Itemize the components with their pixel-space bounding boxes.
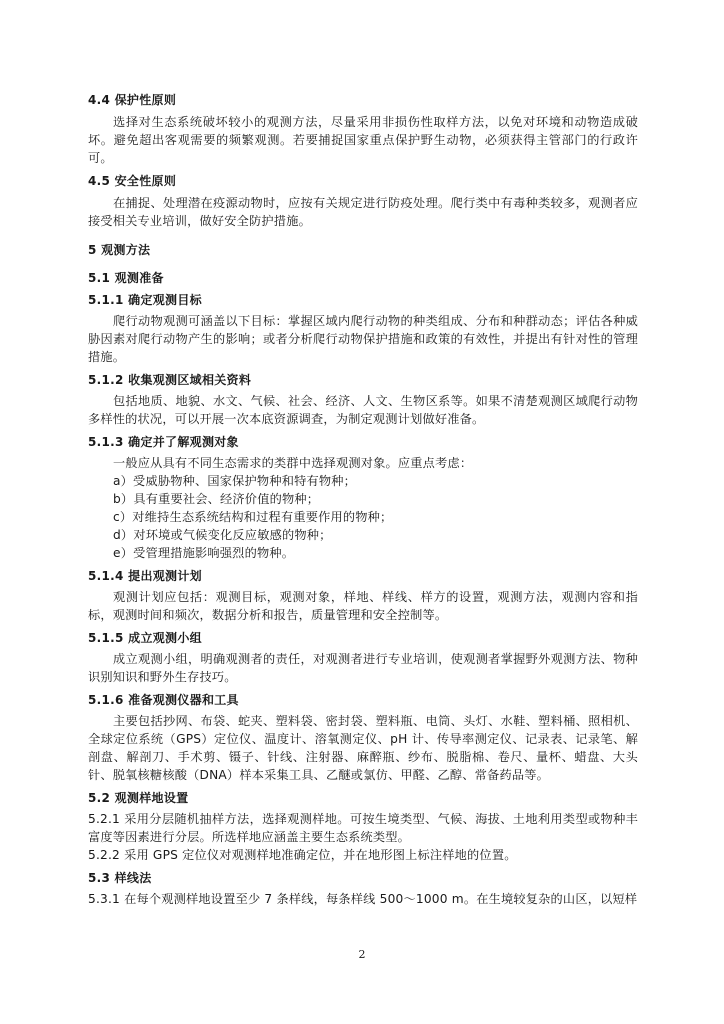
heading-5-1-5: 5.1.5 成立观测小组 (88, 631, 202, 645)
paragraph-5-1-1: 爬行动物观测可涵盖以下目标：掌握区域内爬行动物的种类组成、分布和种群动态；评估各种威胁因素对爬行动物产生的影响；或者分析爬行动物保护措施和政策的有效性，并提出有针对性的管理措施。 (88, 314, 638, 364)
heading-4-5: 4.5 安全性原则 (88, 174, 177, 188)
paragraph-5-1-3-intro: 一般应从具有不同生态需求的类群中选择观测对象。应重点考虑： (113, 456, 473, 470)
heading-5-1-3: 5.1.3 确定并了解观测对象 (88, 435, 239, 449)
paragraph-5-1-6: 主要包括抄网、布袋、蛇夹、塑料袋、密封袋、塑料瓶、电筒、头灯、水鞋、塑料桶、照相机、全球定位系统（GPS）定位仪、温度计、溶氧测定仪、pH 计、传导率测定仪、记录表、记录笔、解剖盘、解剖刀、手术剪、镊子、针线、注射器、麻醉瓶、纱布、脱脂棉、卷尺、量杯、蜡盘、大头针、脱氧核糖核酸（DNA）样本采集工具、乙醚或氯仿、甲醛、乙醇、常备药品等。 (88, 714, 638, 782)
paragraph-5-2-2: 5.2.2 采用 GPS 定位仪对观测样地准确定位，并在地形图上标注样地的位置。 (88, 848, 517, 862)
document-page (88, 92, 638, 908)
heading-5-2: 5.2 观测样地设置 (88, 791, 189, 805)
heading-5-1-6: 5.1.6 准备观测仪器和工具 (88, 693, 239, 707)
heading-5-1-2: 5.1.2 收集观测区域相关资料 (88, 373, 252, 387)
heading-5-3: 5.3 样线法 (88, 871, 152, 885)
paragraph-5-2-1: 5.2.1 采用分层随机抽样方法，选择观测样地。可按生境类型、气候、海拔、土地利用类型或物种丰富度等因素进行分层。所选样地应涵盖主要生态系统类型。 (88, 812, 638, 844)
heading-5-1-4: 5.1.4 提出观测计划 (88, 569, 202, 583)
list-item: d）对环境或气候变化反应敏感的物种； (113, 528, 332, 542)
list-item: e）受管理措施影响强烈的物种。 (113, 546, 295, 560)
page-number: 2 (358, 948, 366, 961)
heading-5: 5 观测方法 (88, 243, 151, 257)
list-item: a）受威胁物种、国家保护物种和特有物种； (113, 474, 357, 488)
paragraph-4-4: 选择对生态系统破坏较小的观测方法，尽量采用非损伤性取样方法，以免对环境和动物造成破坏。避免超出客观需要的频繁观测。若要捕捉国家重点保护野生动物，必须获得主管部门的行政许可。 (88, 115, 638, 165)
heading-5-1-1: 5.1.1 确定观测目标 (88, 293, 202, 307)
list-item: c）对维持生态系统结构和过程有重要作用的物种； (113, 510, 393, 524)
paragraph-5-1-4: 观测计划应包括：观测目标，观测对象，样地、样线、样方的设置，观测方法，观测内容和指标，观测时间和频次，数据分析和报告，质量管理和安全控制等。 (88, 590, 638, 622)
heading-5-1: 5.1 观测准备 (88, 271, 164, 285)
heading-4-4: 4.4 保护性原则 (88, 93, 177, 107)
paragraph-4-5: 在捕捉、处理潜在疫源动物时，应按有关规定进行防疫处理。爬行类中有毒种类较多，观测者应接受相关专业培训，做好安全防护措施。 (88, 196, 638, 228)
paragraph-5-3-1: 5.3.1 在每个观测样地设置至少 7 条样线，每条样线 500～1000 m。在生境较复杂的山区，以短样 (88, 892, 638, 906)
paragraph-5-1-5: 成立观测小组，明确观测者的责任，对观测者进行专业培训，使观测者掌握野外观测方法、物种识别知识和野外生存技巧。 (88, 652, 638, 684)
paragraph-5-1-2: 包括地质、地貌、水文、气候、社会、经济、人文、生物区系等。如果不清楚观测区域爬行动物多样性的状况，可以开展一次本底资源调查，为制定观测计划做好准备。 (88, 394, 638, 426)
list-item: b）具有重要社会、经济价值的物种； (113, 492, 320, 506)
